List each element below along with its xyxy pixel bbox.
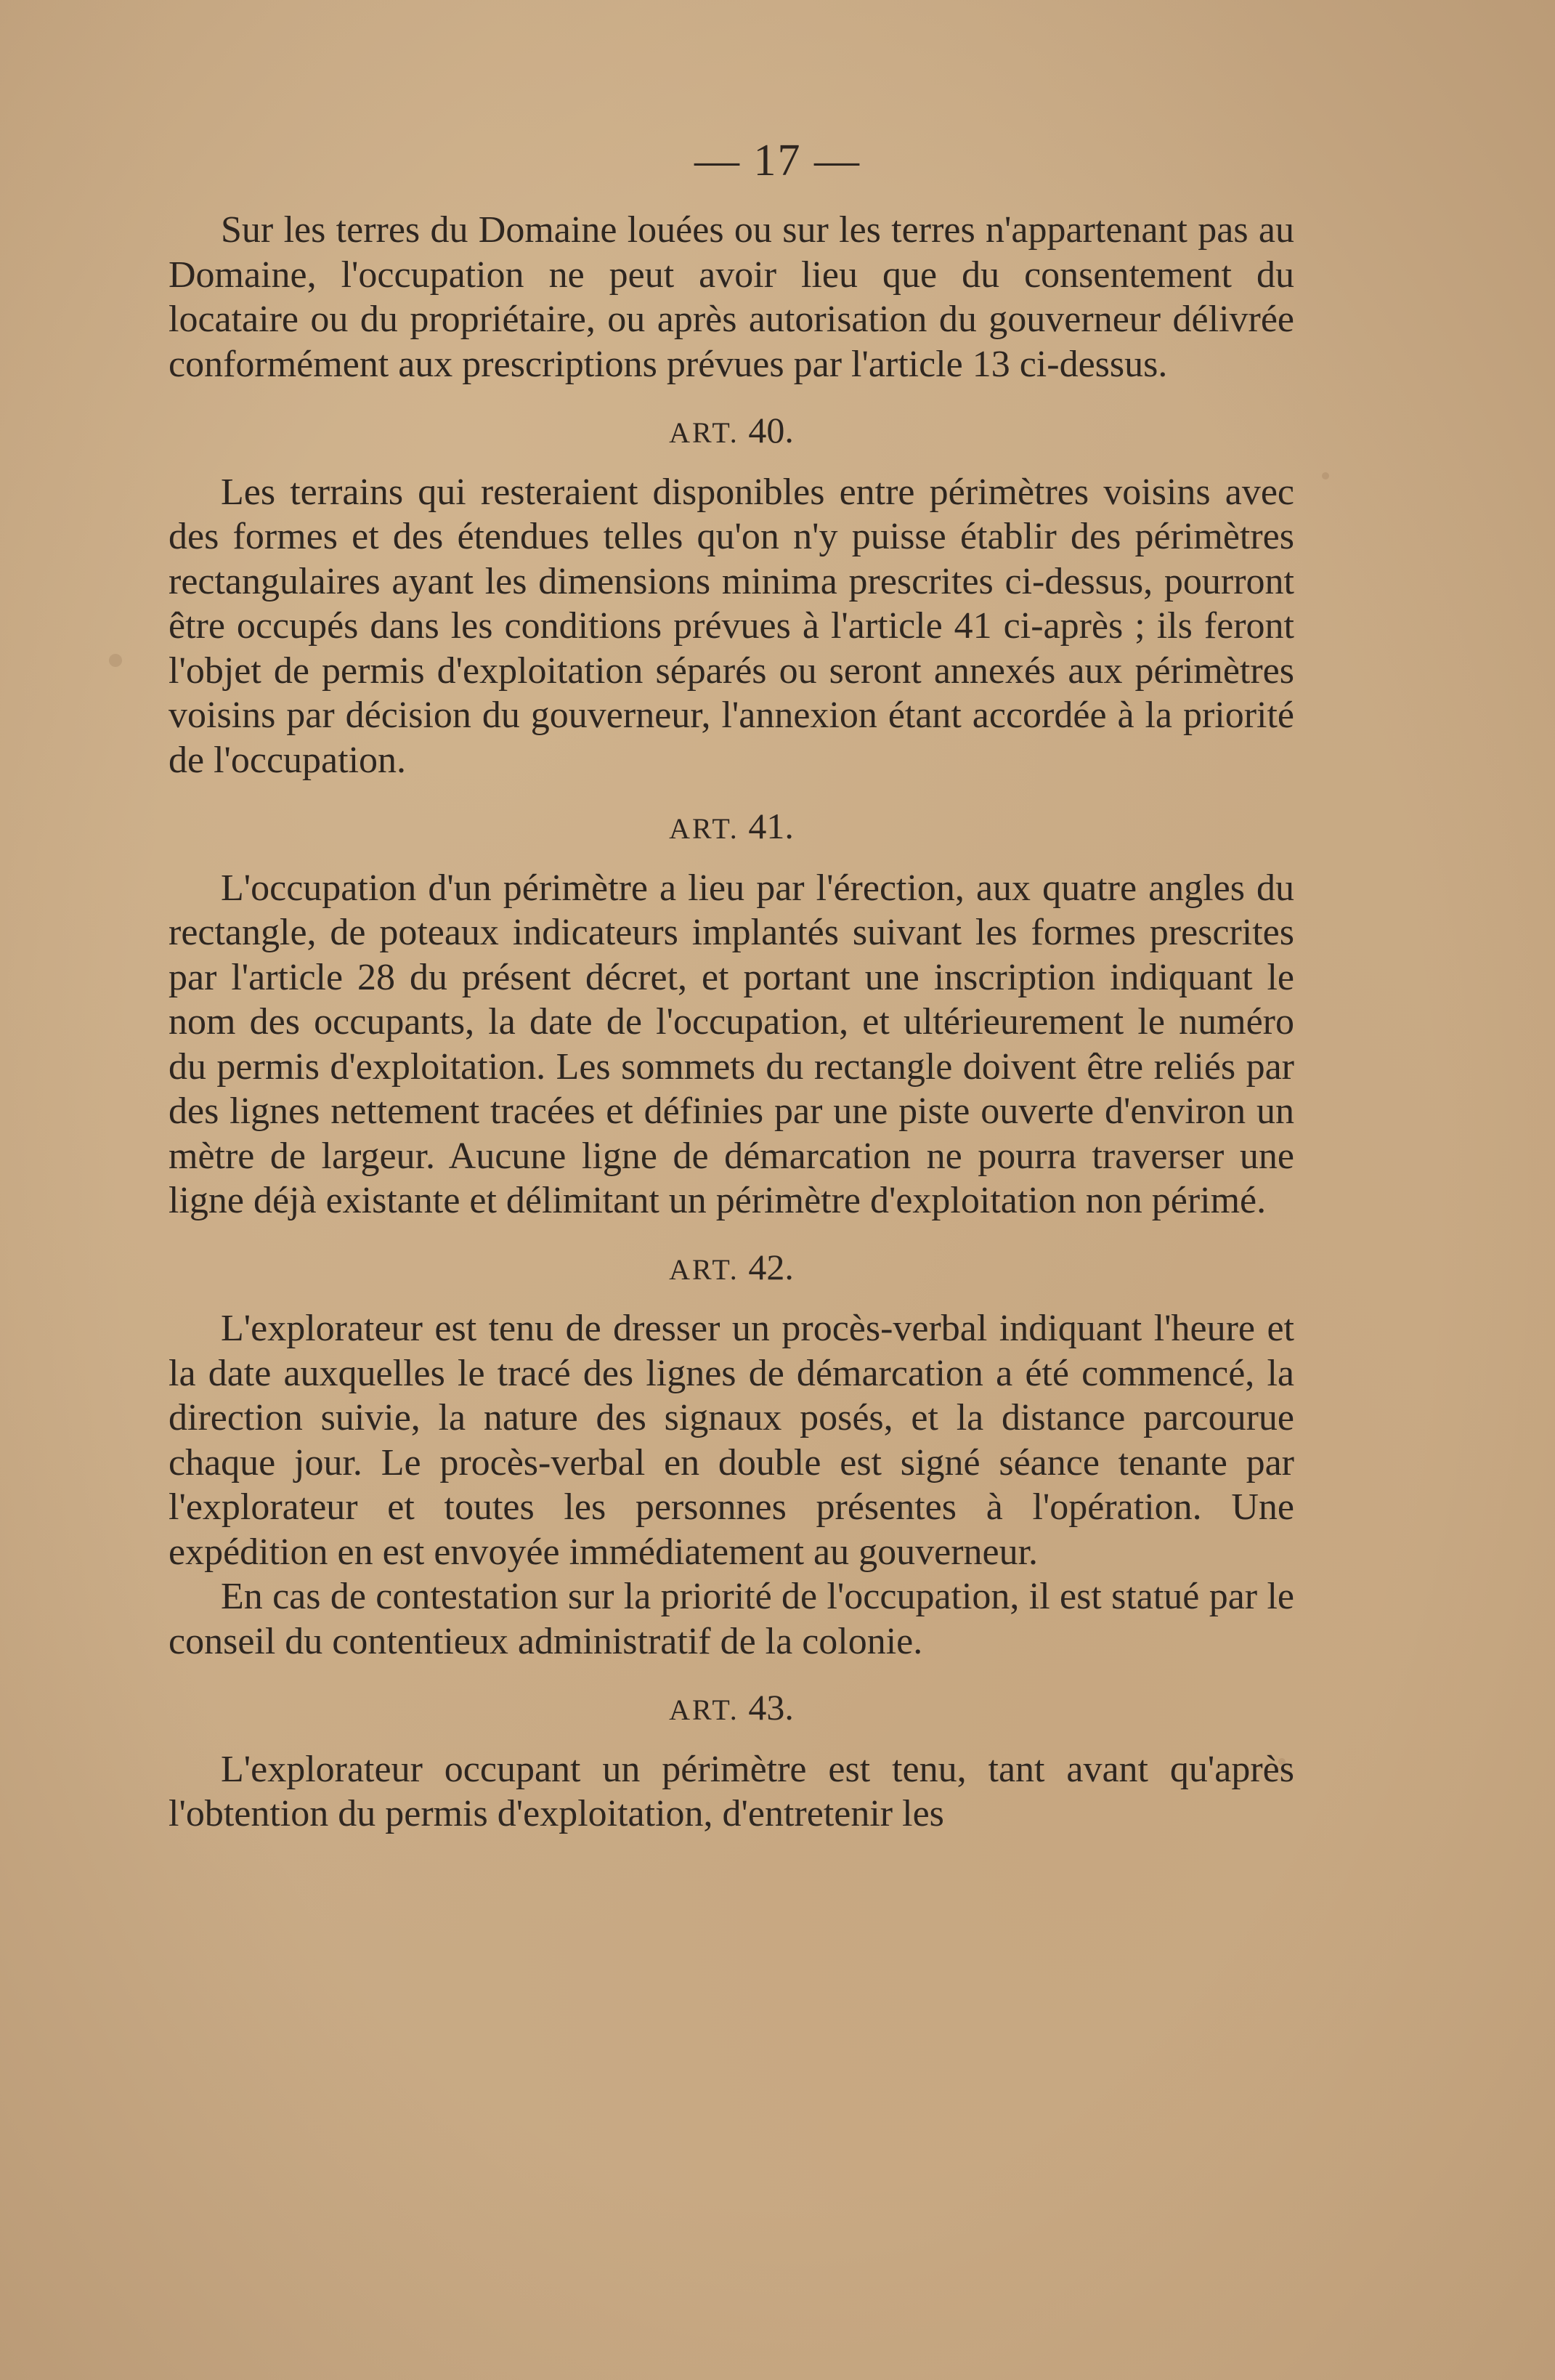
article-label: ART. xyxy=(669,812,739,845)
article-43-paragraph: L'explorateur occupant un périmètre est tenu, tant avant qu'après l'obtention du permis d'exploitation, d'entretenir les xyxy=(169,1748,1294,1834)
article-heading-41 xyxy=(169,804,1294,851)
article-42-paragraph: En cas de contestation sur la priorité de l'occupation, il est statué par le conseil du contentieux administratif de la colonie. xyxy=(169,1576,1294,1662)
article-heading-40 xyxy=(169,408,1294,456)
intro-paragraph: Sur les terres du Domaine louées ou sur les terres n'appartenant pas au Domaine, l'occupation ne peut avoir lieu que du consentement du locataire ou du propriétaire, ou après autorisation du gouverneur délivrée conformément aux prescriptions prévues par l'article 13 ci-dessus. xyxy=(169,209,1294,385)
article-number: 40. xyxy=(748,410,794,450)
article-label: ART. xyxy=(669,416,739,449)
body-text xyxy=(169,208,1294,1837)
article-heading-42 xyxy=(169,1245,1294,1292)
article-label: ART. xyxy=(669,1252,739,1286)
article-heading-43 xyxy=(169,1685,1294,1733)
article-41-paragraph: L'occupation d'un périmètre a lieu par l'érection, aux quatre angles du rectangle, de poteaux indicateurs implantés suivant les formes prescrites par l'article 28 du présent décret, et portant une inscription indiquant le nom des occupants, la date de l'occupation, et ultérieurement le numéro du permis d'exploitation. Les sommets du rectangle doivent être reliés par des lignes nettement tracées et définies par une piste ouverte d'environ un mètre de largeur. Aucune ligne de démarcation ne pourra traverser une ligne déjà existante et délimitant un périmètre d'exploitation non périmé. xyxy=(169,867,1294,1221)
paper-stain xyxy=(109,654,122,667)
page-number: — 17 — xyxy=(694,136,861,185)
article-number: 41. xyxy=(748,806,794,846)
paper-stain xyxy=(1322,472,1329,479)
article-number: 43. xyxy=(748,1687,794,1728)
article-40-paragraph: Les terrains qui resteraient disponibles entre périmètres voisins avec des formes et des étendues telles qu'on n'y puisse établir des périmètres rectangulaires ayant les dimensions minima prescrites ci-dessus, pourront être occupés dans les conditions prévues à l'article 41 ci-après ; ils feront l'objet de permis d'exploitation séparés ou seront annexés aux périmètres voisins par décision du gouverneur, l'annexion étant accordée à la priorité de l'occupation. xyxy=(169,471,1294,781)
article-label: ART. xyxy=(669,1693,739,1726)
article-42-paragraph: L'explorateur est tenu de dresser un procès-verbal indiquant l'heure et la date auxquelles le tracé des lignes de démarcation a été commencé, la direction suivie, la nature des signaux posés, et la distance parcourue chaque jour. Le procès-verbal en double est signé séance tenante par l'explorateur et toutes les personnes présentes à l'opération. Une expédition en est envoyée immédiatement au gouverneur. xyxy=(169,1308,1294,1573)
article-number: 42. xyxy=(748,1246,794,1287)
